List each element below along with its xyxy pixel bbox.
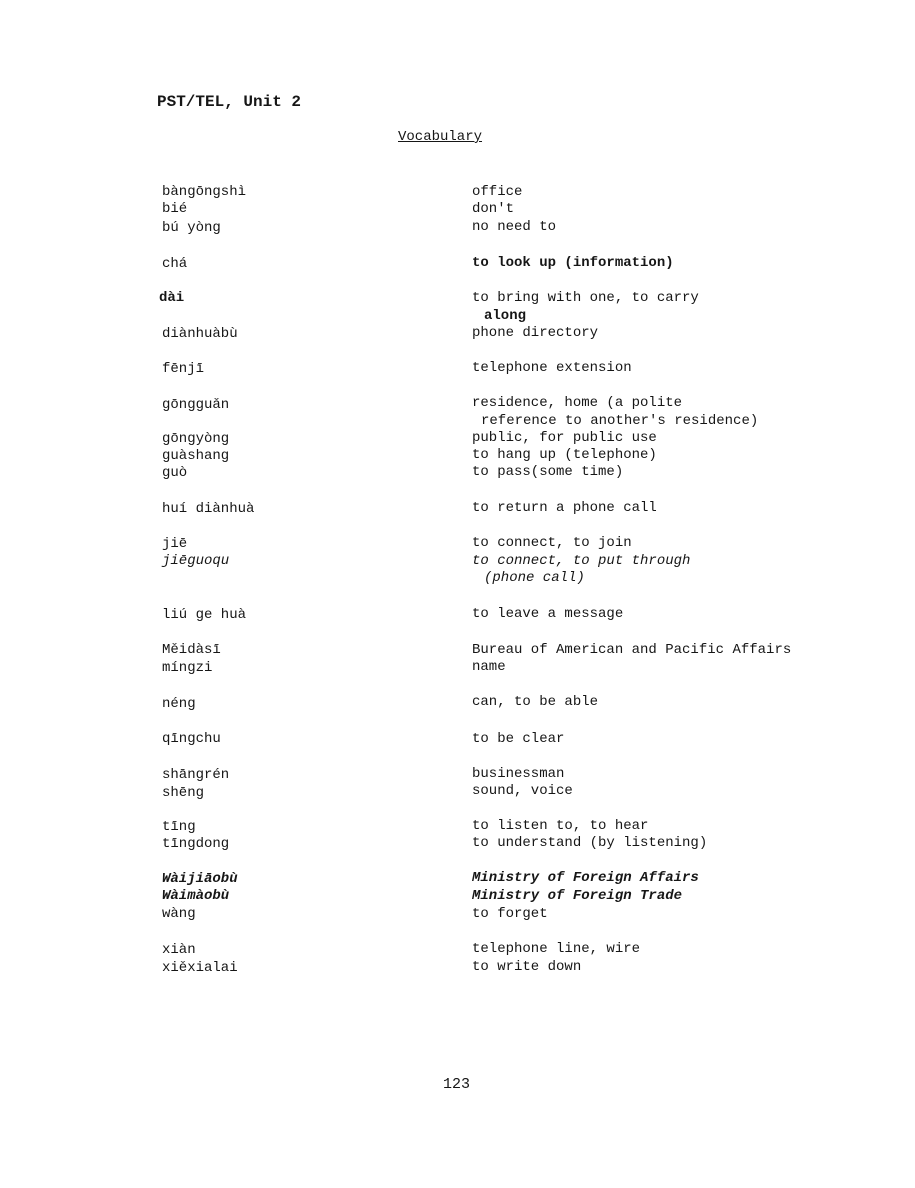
vocab-term: shēng — [162, 785, 205, 801]
vocab-term: diànhuàbù — [162, 326, 238, 342]
vocab-term: bàngōngshì — [162, 184, 247, 200]
vocab-term: guò — [162, 465, 188, 481]
vocab-gloss: to look up (information) — [472, 255, 674, 271]
vocab-term: gōngyòng — [162, 431, 230, 447]
vocab-term: jiē — [162, 536, 188, 552]
vocab-gloss: telephone line, wire — [472, 941, 641, 957]
vocab-gloss: businessman — [472, 766, 565, 782]
vocab-gloss: residence, home (a polite — [472, 395, 683, 411]
vocab-gloss: to pass(some time) — [472, 464, 624, 480]
vocab-term: jiēguoqu — [162, 553, 230, 569]
vocab-gloss: public, for public use — [472, 430, 657, 446]
vocab-term: fēnjī — [162, 361, 205, 377]
page-header: PST/TEL, Unit 2 — [157, 93, 302, 111]
vocab-term: chá — [162, 256, 188, 272]
vocab-gloss: to return a phone call — [472, 500, 657, 516]
vocab-gloss: sound, voice — [472, 783, 573, 799]
vocab-term: Wàimàobù — [162, 888, 230, 904]
vocab-gloss: phone directory — [472, 325, 599, 341]
vocab-term: tīngdong — [162, 836, 230, 852]
vocab-term: wàng — [162, 906, 196, 922]
vocab-term: dài — [159, 290, 185, 306]
vocab-gloss: Ministry of Foreign Trade — [472, 888, 683, 904]
vocab-gloss: telephone extension — [472, 360, 632, 376]
vocab-term: gōngguǎn — [162, 397, 230, 413]
vocab-gloss: to hang up (telephone) — [472, 447, 657, 463]
vocab-term: bié — [162, 201, 188, 217]
vocab-gloss: to forget — [472, 906, 548, 922]
page-title: Vocabulary — [398, 129, 483, 145]
vocab-term: néng — [162, 696, 196, 712]
vocab-term: qīngchu — [162, 731, 221, 747]
vocab-gloss: name — [472, 659, 506, 675]
vocab-gloss: to connect, to put through — [472, 553, 691, 569]
vocab-term: bú yòng — [162, 220, 221, 236]
vocab-gloss: can, to be able — [472, 694, 599, 710]
vocab-gloss: no need to — [472, 219, 557, 235]
vocab-gloss: to listen to, to hear — [472, 818, 649, 834]
vocab-gloss: to leave a message — [472, 606, 624, 622]
vocab-gloss: to understand (by listening) — [472, 835, 708, 851]
vocab-gloss-continued: (phone call) — [484, 570, 585, 586]
vocab-term: Měidàsī — [162, 642, 221, 658]
vocab-term: míngzi — [162, 660, 213, 676]
page-number: 123 — [443, 1076, 471, 1093]
vocab-term: Wàijiāobù — [162, 871, 238, 887]
vocab-term: huí diànhuà — [162, 501, 255, 517]
vocab-term: xiěxialai — [162, 960, 238, 976]
vocab-gloss: don't — [472, 201, 515, 217]
vocab-gloss: to bring with one, to carry — [472, 290, 699, 306]
vocab-term: xiàn — [162, 942, 196, 958]
vocab-gloss-continued: along — [484, 308, 527, 324]
vocab-gloss: Ministry of Foreign Affairs — [472, 870, 699, 886]
vocab-gloss: to be clear — [472, 731, 565, 747]
vocab-term: guàshang — [162, 448, 230, 464]
vocab-gloss: to connect, to join — [472, 535, 632, 551]
vocab-term: tīng — [162, 819, 196, 835]
vocab-term: liú ge huà — [162, 607, 247, 623]
vocab-gloss-continued: reference to another's residence) — [481, 413, 759, 429]
vocab-gloss: to write down — [472, 959, 582, 975]
vocab-gloss: Bureau of American and Pacific Affairs — [472, 642, 792, 658]
vocab-gloss: office — [472, 184, 523, 200]
vocab-term: shāngrén — [162, 767, 230, 783]
